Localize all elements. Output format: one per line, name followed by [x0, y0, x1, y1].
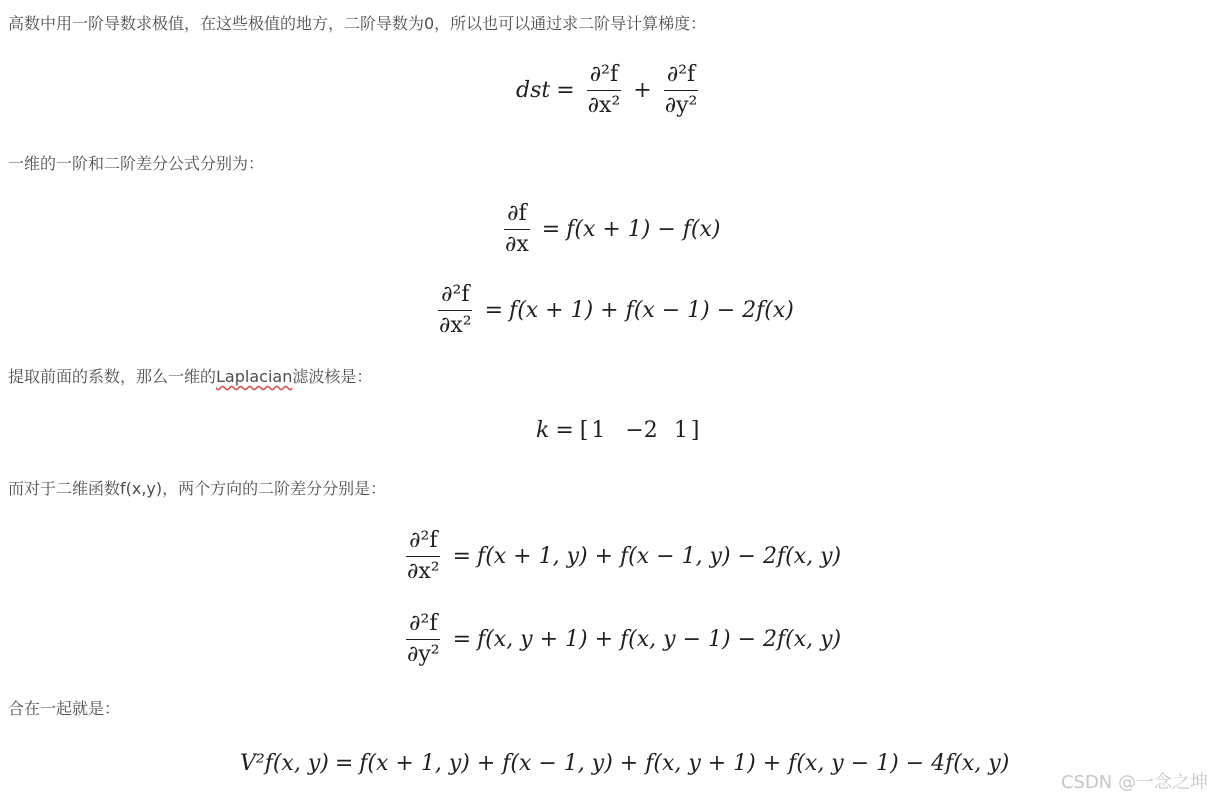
eq6-numerator: ∂²f	[406, 611, 440, 640]
eq5-equals: =	[452, 544, 472, 569]
equation-first-difference	[498, 201, 721, 258]
eq7-rhs: f(x + 1, y) + f(x − 1, y) + f(x, y + 1) + f(x, y − 1) − 4f(x, y)	[359, 751, 1010, 776]
eq4-cell-3: 1	[673, 418, 688, 443]
p3-before: 提取前面的系数，那么一维的	[8, 367, 217, 386]
equation-kernel	[536, 418, 699, 443]
equation-dst	[516, 62, 704, 119]
eq3-numerator: ∂²f	[438, 282, 472, 311]
eq2-denominator: ∂x	[505, 232, 529, 257]
eq2-numerator: ∂f	[504, 201, 530, 230]
eq4-open-bracket: [	[579, 418, 589, 443]
eq2-fraction	[502, 201, 532, 258]
p3-after: 滤波核是：	[292, 367, 373, 386]
eq3-denominator: ∂x²	[439, 313, 472, 338]
eq1-equals: =	[556, 78, 575, 103]
eq1-fraction-y	[662, 62, 701, 119]
eq5-denominator: ∂x²	[407, 559, 440, 584]
eq6-fraction	[404, 611, 443, 668]
eq5-rhs: f(x + 1, y) + f(x − 1, y) − 2f(x, y)	[477, 544, 842, 569]
eq1-frac1-numerator: ∂²f	[587, 62, 621, 91]
eq7-equals: =	[334, 751, 354, 776]
eq2-equals: =	[541, 217, 561, 242]
equation-laplacian-2d	[240, 751, 1009, 776]
paragraph-intro: 高数中用一阶导数求极值，在这些极值的地方，二阶导数为0，所以也可以通过求二阶导计算梯度：	[8, 14, 707, 33]
paragraph-laplacian-kernel	[8, 365, 372, 389]
eq6-equals: =	[452, 627, 472, 652]
eq1-fraction-x	[585, 62, 624, 119]
eq5-fraction	[404, 528, 443, 585]
eq4-cell-1: 1	[591, 418, 606, 443]
eq5-numerator: ∂²f	[406, 528, 440, 557]
paragraph-combined: 合在一起就是：	[8, 699, 121, 718]
equation-second-difference	[432, 282, 794, 339]
eq4-equals: =	[555, 418, 574, 443]
csdn-watermark: CSDN @一念之坤	[1060, 772, 1208, 793]
eq4-cell-2: −2	[625, 418, 658, 443]
eq3-fraction	[436, 282, 475, 339]
eq7-lhs: V²f(x, y)	[240, 751, 329, 776]
paragraph-difference-formulas: 一维的一阶和二阶差分公式分别为：	[8, 154, 265, 173]
eq6-denominator: ∂y²	[407, 642, 440, 667]
eq2-rhs: f(x + 1) − f(x)	[566, 217, 721, 242]
eq3-rhs: f(x + 1) + f(x − 1) − 2f(x)	[509, 298, 794, 323]
eq4-close-bracket: ]	[690, 418, 700, 443]
eq1-frac1-denominator: ∂x²	[587, 93, 621, 118]
eq6-rhs: f(x, y + 1) + f(x, y − 1) − 2f(x, y)	[477, 627, 842, 652]
equation-2d-y	[400, 611, 841, 668]
eq1-frac2-denominator: ∂y²	[664, 93, 698, 118]
eq1-frac2-numerator: ∂²f	[664, 62, 698, 91]
eq4-lhs: k	[536, 418, 550, 443]
equation-2d-x	[400, 528, 841, 585]
laplacian-term: Laplacian	[216, 367, 293, 386]
eq3-equals: =	[484, 298, 504, 323]
eq1-plus: +	[633, 78, 652, 103]
eq1-lhs: dst	[516, 78, 551, 103]
paragraph-2d-differences: 而对于二维函数f(x,y)，两个方向的二阶差分分别是：	[8, 479, 387, 498]
